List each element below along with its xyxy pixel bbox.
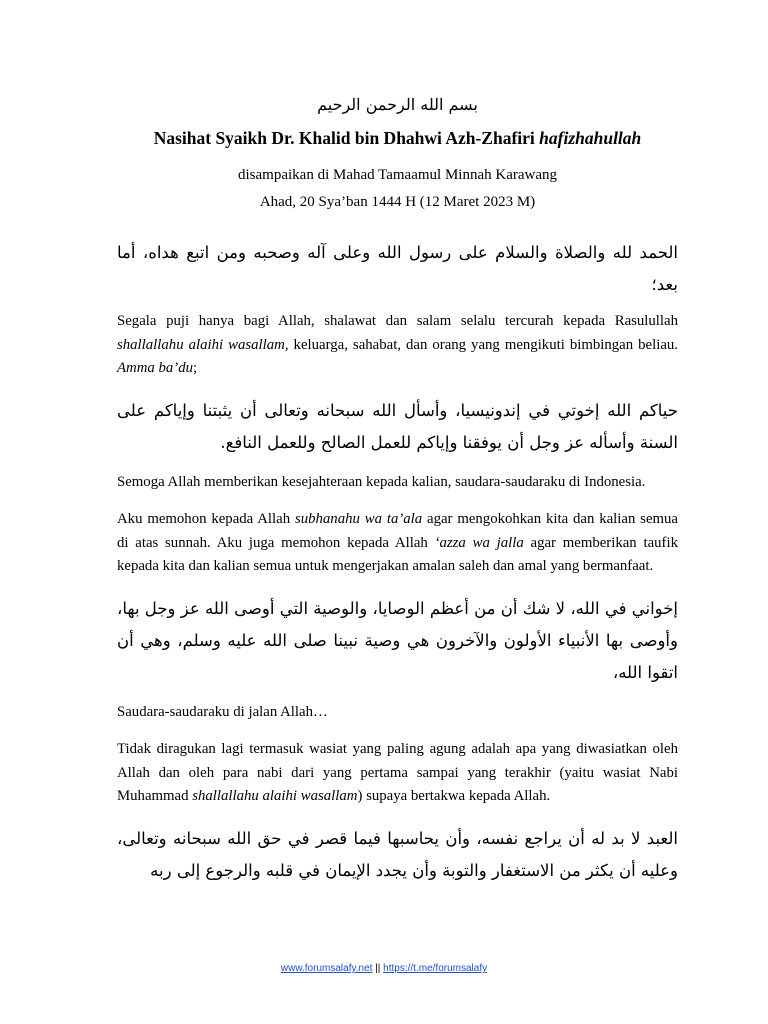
document-page — [117, 95, 678, 887]
arabic-paragraph-1: الحمد لله والصلاة والسلام على رسول الله وعلى آله وصحبه ومن اتبع هداه، أما بعد؛ — [117, 243, 678, 294]
telegram-link[interactable]: https://t.me/forumsalafy — [383, 963, 488, 974]
document-title — [117, 128, 678, 149]
translation-paragraph-3b: Tidak diragukan lagi termasuk wasiat yang paling agung adalah apa yang diwasiatkan oleh Allah dan oleh para nabi dari yang pertama sampai yang terakhir (yaitu wasiat Nabi Muhammad shallallahu alaihi wasallam) supaya bertakwa kepada Allah. — [117, 741, 678, 804]
title-main: Nasihat Syaikh Dr. Khalid bin Dhahwi Azh-Zhafiri — [153, 128, 540, 148]
venue-line: disampaikan di Mahad Tamaamul Minnah Karawang — [238, 167, 557, 183]
arabic-paragraph-2: حياكم الله إخوتي في إندونيسيا، وأسأل الله سبحانه وتعالى أن يثبتنا وإياكم على السنة وأسأله عز وجل أن يوفقنا وإياكم للعمل الصالح وللعمل النافع. — [117, 400, 678, 452]
arabic-paragraph-3: إخواني في الله، لا شك أن من أعظم الوصايا، والوصية التي أوصى الله عز وجل بها، وأوصى بها الأنبياء الأولون والآخرون هي وصية نبينا صلى الله عليه وسلم، وهي أن اتقوا الله، — [117, 598, 678, 682]
translation-paragraph-2b: Aku memohon kepada Allah subhanahu wa ta’ala agar mengokohkan kita dan kalian semua di atas sunnah. Aku juga memohon kepada Allah ‘azza wa jalla agar memberikan taufik kepada kita dan kalian semua untuk mengerjakan amalan saleh dan amal yang bermanfaat. — [117, 511, 678, 574]
translation-paragraph-3a: Saudara-saudaraku di jalan Allah… — [117, 703, 328, 720]
footer-separator: || — [372, 963, 384, 974]
arabic-paragraph-4: العبد لا بد له أن يراجع نفسه، وأن يحاسبها فيما قصر في حق الله سبحانه وتعالى، وعليه أن يكثر من الاستغفار والتوبة وأن يجدد الإيمان في قلبه والرجوع إلى ربه — [117, 828, 678, 880]
title-honorific: hafizhahullah — [539, 128, 642, 148]
translation-paragraph-2a: Semoga Allah memberikan kesejahteraan kepada kalian, saudara-saudaraku di Indonesia. — [117, 473, 646, 490]
basmalah-heading: بسم الله الرحمن الرحيم — [317, 95, 478, 114]
translation-paragraph-1: Segala puji hanya bagi Allah, shalawat dan salam selalu tercurah kepada Rasulullah shallallahu alaihi wasallam, keluarga, sahabat, dan orang yang mengikuti bimbingan beliau. Amma ba’du; — [117, 313, 678, 376]
date-line: Ahad, 20 Sya’ban 1444 H (12 Maret 2023 M) — [259, 194, 536, 210]
page-footer — [0, 963, 768, 974]
website-link[interactable]: www.forumsalafy.net — [280, 963, 373, 974]
